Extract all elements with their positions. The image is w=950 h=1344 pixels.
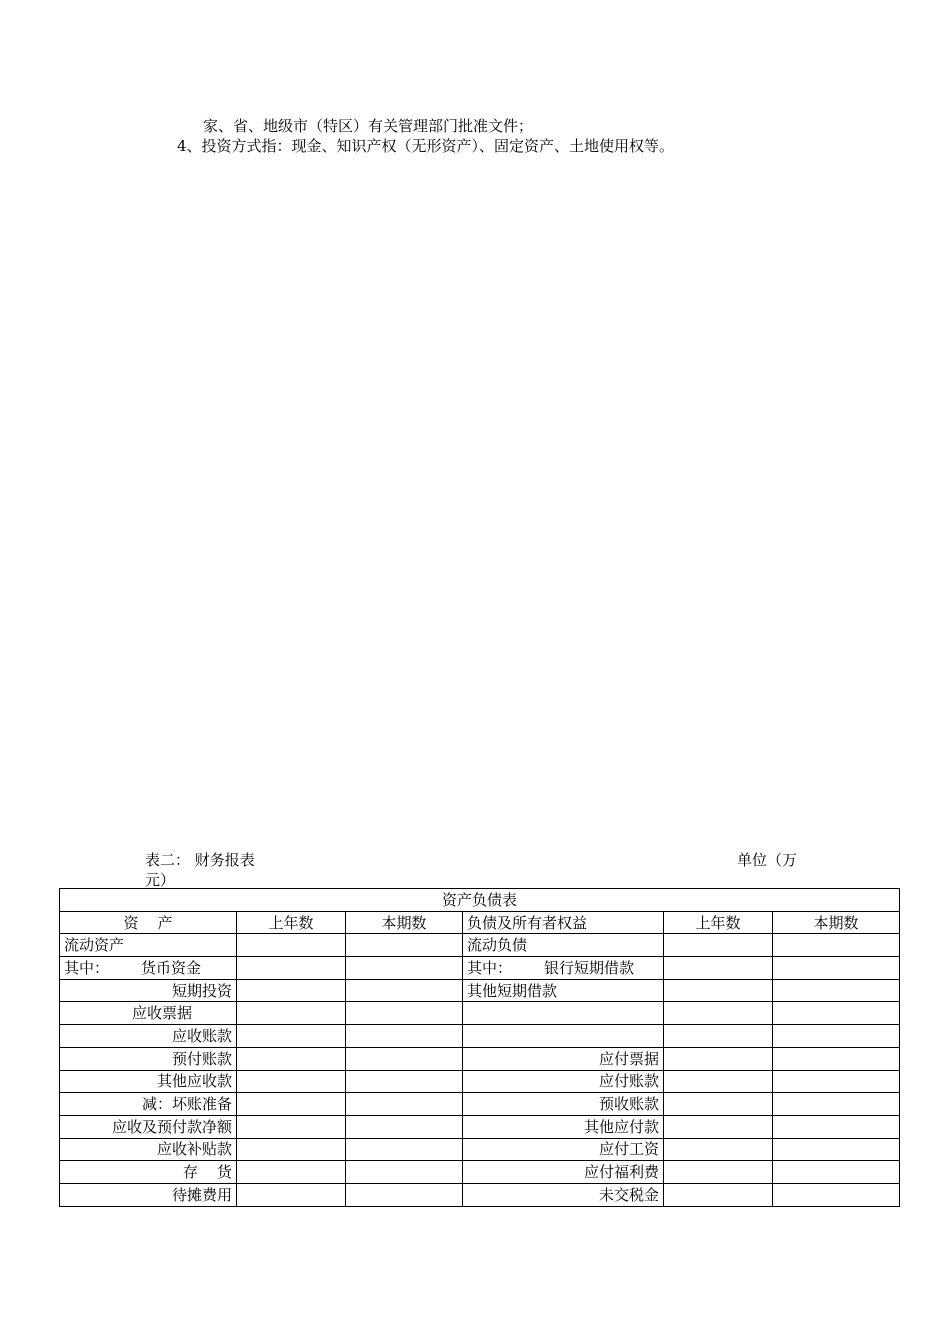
table-row (60, 1047, 900, 1070)
value-cell (237, 1025, 346, 1048)
value-cell (773, 1115, 900, 1138)
value-cell (237, 1093, 346, 1116)
value-cell (346, 979, 463, 1002)
body-line-2: 4、投资方式指：现金、知识产权（无形资产）、固定资产、土地使用权等。 (177, 137, 675, 155)
value-cell (237, 1047, 346, 1070)
table-row (60, 934, 900, 957)
value-cell (664, 1070, 773, 1093)
value-cell (773, 1093, 900, 1116)
asset-cell: 应收补贴款 (60, 1138, 237, 1161)
value-cell (664, 979, 773, 1002)
liability-cell: 应付账款 (463, 1070, 664, 1093)
liability-prefix: 其中： (467, 958, 513, 977)
value-cell (346, 1138, 463, 1161)
liability-cell: 应付工资 (463, 1138, 664, 1161)
value-cell (346, 1002, 463, 1025)
header-current-2: 本期数 (773, 911, 900, 934)
table-title-row (60, 889, 900, 912)
liability-cell: 其他短期借款 (463, 979, 664, 1002)
asset-cell: 预付账款 (60, 1047, 237, 1070)
liability-cell (463, 957, 664, 980)
table-row (60, 1070, 900, 1093)
header-prev-year-2: 上年数 (664, 911, 773, 934)
value-cell (346, 957, 463, 980)
value-cell (773, 1138, 900, 1161)
value-cell (773, 1025, 900, 1048)
value-cell (237, 934, 346, 957)
liability-cell: 应付福利费 (463, 1161, 664, 1184)
unit-label-wrap: 元） (145, 871, 176, 889)
table-header-row (60, 911, 900, 934)
asset-cell: 其他应收款 (60, 1070, 237, 1093)
asset-cell: 短期投资 (60, 979, 237, 1002)
asset-cell: 减：坏账准备 (60, 1093, 237, 1116)
header-liabilities: 负债及所有者权益 (463, 911, 664, 934)
table-row (60, 979, 900, 1002)
value-cell (773, 1047, 900, 1070)
asset-cell: 待摊费用 (60, 1183, 237, 1206)
liability-cell (463, 1002, 664, 1025)
header-prev-year: 上年数 (237, 911, 346, 934)
value-cell (237, 1138, 346, 1161)
liability-cell (463, 1025, 664, 1048)
value-cell (664, 957, 773, 980)
value-cell (664, 1093, 773, 1116)
asset-cell (60, 957, 237, 980)
table-row (60, 1183, 900, 1206)
value-cell (237, 1161, 346, 1184)
value-cell (664, 1025, 773, 1048)
value-cell (773, 979, 900, 1002)
value-cell (773, 1183, 900, 1206)
value-cell (346, 1161, 463, 1184)
asset-prefix: 其中： (64, 958, 110, 977)
header-assets: 资 产 (60, 911, 237, 934)
asset-label: 货币资金 (141, 958, 202, 977)
liability-cell: 未交税金 (463, 1183, 664, 1206)
value-cell (664, 1115, 773, 1138)
balance-sheet-table (59, 888, 900, 1207)
table-caption: 表二： 财务报表 (145, 851, 255, 869)
table-title: 资产负债表 (60, 889, 900, 912)
table-row (60, 1161, 900, 1184)
liability-cell: 其他应付款 (463, 1115, 664, 1138)
value-cell (346, 934, 463, 957)
asset-cell: 应收账款 (60, 1025, 237, 1048)
liability-label: 银行短期借款 (544, 958, 635, 977)
value-cell (346, 1183, 463, 1206)
value-cell (773, 1161, 900, 1184)
value-cell (773, 1002, 900, 1025)
value-cell (773, 957, 900, 980)
value-cell (773, 1070, 900, 1093)
liability-cell: 流动负债 (463, 934, 664, 957)
value-cell (664, 1047, 773, 1070)
table-row (60, 1115, 900, 1138)
value-cell (346, 1025, 463, 1048)
liability-cell: 应付票据 (463, 1047, 664, 1070)
value-cell (237, 1183, 346, 1206)
value-cell (773, 934, 900, 957)
asset-cell: 应收及预付款净额 (60, 1115, 237, 1138)
value-cell (346, 1093, 463, 1116)
value-cell (346, 1115, 463, 1138)
value-cell (664, 1161, 773, 1184)
table-row (60, 1002, 900, 1025)
asset-cell: 流动资产 (60, 934, 237, 957)
body-line-1: 家、省、地级市（特区）有关管理部门批准文件； (203, 117, 534, 135)
value-cell (664, 1138, 773, 1161)
value-cell (237, 1070, 346, 1093)
value-cell (237, 957, 346, 980)
value-cell (664, 1183, 773, 1206)
value-cell (237, 979, 346, 1002)
value-cell (237, 1002, 346, 1025)
liability-cell: 预收账款 (463, 1093, 664, 1116)
value-cell (346, 1047, 463, 1070)
table-row (60, 1093, 900, 1116)
asset-cell: 应收票据 (60, 1002, 237, 1025)
value-cell (237, 1115, 346, 1138)
value-cell (664, 934, 773, 957)
table-row (60, 1138, 900, 1161)
value-cell (346, 1070, 463, 1093)
header-current: 本期数 (346, 911, 463, 934)
table-row (60, 957, 900, 980)
asset-cell: 存 货 (60, 1161, 237, 1184)
unit-label: 单位（万 (737, 851, 798, 869)
table-row (60, 1025, 900, 1048)
value-cell (664, 1002, 773, 1025)
